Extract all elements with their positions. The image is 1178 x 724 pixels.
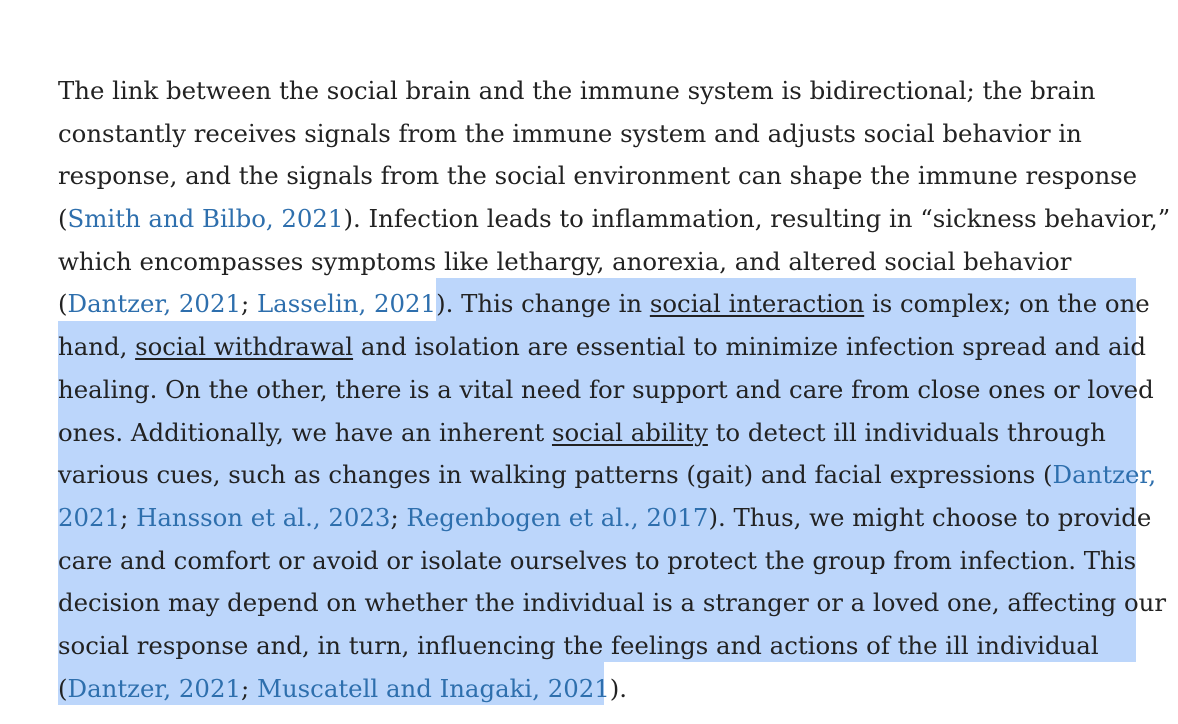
- text-line: [58, 70, 1148, 113]
- text-line: [58, 497, 1152, 540]
- body-text: ones. Additionally, we have an inherent: [58, 417, 552, 447]
- body-text: ). Thus, we might choose to provide: [708, 502, 1152, 532]
- text-line: [58, 241, 1148, 284]
- glossary-term-link[interactable]: social interaction: [649, 289, 865, 319]
- text-line: [58, 668, 1148, 711]
- glossary-term-link[interactable]: social ability: [551, 417, 708, 447]
- text-line: [58, 625, 1148, 668]
- body-text: (: [58, 673, 68, 703]
- article-paragraph: [58, 70, 1171, 710]
- body-text: ;: [240, 289, 257, 319]
- citation-link[interactable]: Dantzer,: [1052, 460, 1157, 490]
- body-text: ).: [609, 673, 628, 703]
- citation-link[interactable]: Regenbogen et al., 2017: [406, 502, 709, 532]
- body-text: social response and, in turn, influencing the feelings and actions of the ill individual: [58, 630, 1099, 660]
- citation-link[interactable]: Smith and Bilbo, 2021: [67, 204, 344, 234]
- citation-link[interactable]: Dantzer, 2021: [67, 673, 241, 703]
- body-text: ;: [120, 502, 137, 532]
- body-text: is complex; on the one: [864, 289, 1150, 319]
- citation-link[interactable]: 2021: [58, 502, 121, 532]
- citation-link[interactable]: Muscatell and Inagaki, 2021: [256, 673, 610, 703]
- text-line: [58, 540, 1148, 583]
- body-text: care and comfort or avoid or isolate ourselves to protect the group from infection. This: [58, 545, 1137, 575]
- text-line: [58, 113, 1148, 156]
- body-text: decision may depend on whether the individual is a stranger or a loved one, affecting our: [58, 588, 1167, 618]
- body-text: hand,: [58, 332, 136, 362]
- citation-link[interactable]: Dantzer, 2021: [67, 289, 241, 319]
- citation-link[interactable]: Lasselin, 2021: [256, 289, 437, 319]
- body-text: to detect ill individuals through: [707, 417, 1106, 447]
- body-text: ;: [390, 502, 407, 532]
- glossary-term-link[interactable]: social withdrawal: [135, 332, 354, 362]
- body-text: ;: [240, 673, 257, 703]
- body-text: response, and the signals from the social environment can shape the immune response: [58, 161, 1138, 191]
- text-line: [58, 283, 1148, 326]
- text-line: [58, 582, 1167, 625]
- text-line: [58, 198, 1171, 241]
- body-text: ). Infection leads to inflammation, resulting in “sickness behavior,”: [343, 204, 1171, 234]
- body-text: healing. On the other, there is a vital need for support and care from close ones or loved: [58, 374, 1154, 404]
- text-line: [58, 369, 1154, 412]
- body-text: and isolation are essential to minimize infection spread and aid: [353, 332, 1146, 362]
- body-text: (: [58, 204, 68, 234]
- body-text: which encompasses symptoms like lethargy, anorexia, and altered social behavior: [58, 246, 1072, 276]
- body-text: various cues, such as changes in walking patterns (gait) and facial expressions (: [58, 460, 1053, 490]
- body-text: (: [58, 289, 68, 319]
- body-text: constantly receives signals from the immune system and adjusts social behavior in: [58, 118, 1082, 148]
- citation-link[interactable]: Hansson et al., 2023: [136, 502, 391, 532]
- text-line: [58, 155, 1148, 198]
- text-line: [58, 454, 1157, 497]
- body-text: ). This change in: [436, 289, 650, 319]
- body-text: The link between the social brain and the immune system is bidirectional; the brain: [58, 76, 1096, 105]
- text-line: [58, 412, 1148, 455]
- text-line: [58, 326, 1148, 369]
